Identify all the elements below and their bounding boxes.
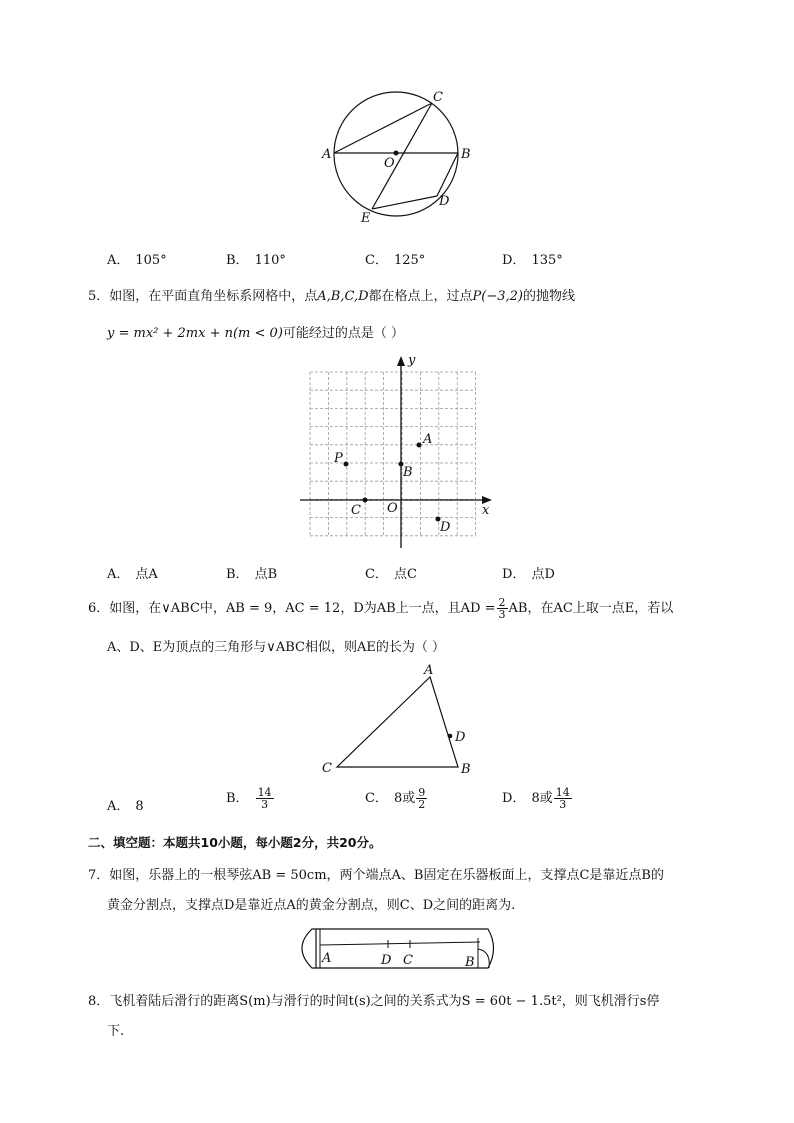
point-c	[363, 498, 368, 503]
point-d	[448, 734, 453, 739]
q6-fraction: $\frac{2}{3}$	[498, 596, 506, 621]
q5-coordinate-grid	[296, 352, 496, 552]
q4-label-D: D	[439, 194, 450, 209]
q5-label-C: C	[351, 503, 361, 518]
q4-label-O: O	[384, 156, 395, 171]
q8-line2: 下.	[107, 1024, 125, 1039]
q5-label-P: P	[334, 451, 343, 466]
q6-stem-line1: 6．如图，在∨ABC中，AB = 9，AC = 12，D为AB上一点，且AD = $\frac{2}{3}$ AB，在AC上取一点E，若以	[88, 596, 674, 621]
q6-label-A: A	[424, 663, 434, 678]
q7-instrument-figure	[296, 924, 500, 974]
q5-label-A: A	[423, 432, 433, 447]
q5-label-B: B	[403, 465, 413, 480]
q8-line1: 8．飞机着陆后滑行的距离S(m)与滑行的时间t(s)之间的关系式为S = 60t − 1.5t²，则飞机滑行s停	[88, 994, 660, 1009]
q5-option-d: D． 点D	[502, 567, 555, 582]
q5-stem-line1: 5．如图，在平面直角坐标系网格中，点A,B,C,D都在格点上，过点P(−3,2)的抛物线	[88, 289, 576, 304]
q4-label-C: C	[433, 90, 443, 105]
q5-option-c: C． 点C	[365, 567, 417, 582]
q7-label-C: C	[403, 953, 413, 968]
q5-label-O: O	[387, 501, 398, 516]
q5-stem-line2: y = mx² + 2mx + n(m < 0)可能经过的点是（ ）	[107, 326, 405, 341]
y-axis-arrow	[397, 356, 405, 366]
q4-label-A: A	[322, 147, 332, 162]
triangle-abc	[337, 677, 458, 767]
q6-label-D: D	[455, 730, 466, 745]
q5-option-a: A． 点A	[107, 567, 158, 582]
q4-label-B: B	[461, 147, 471, 162]
q7-line2: 黄金分割点，支撑点D是靠近点A的黄金分割点，则C、D之间的距离为.	[107, 898, 516, 913]
q4-option-a: A． 105°	[107, 253, 167, 268]
center-point	[394, 151, 399, 156]
q5-label-D: D	[440, 520, 451, 535]
q4-circle-figure	[318, 82, 478, 232]
q4-option-d: D． 135°	[502, 253, 563, 268]
q6-label-B: B	[461, 762, 471, 777]
q7-label-D: D	[381, 953, 392, 968]
q6-option-a: A． 8	[107, 799, 144, 814]
q6-option-c: C． 8或 $\frac{9}{2}$	[365, 786, 426, 811]
q5-label-y: y	[408, 353, 416, 368]
q7-line1: 7．如图，乐器上的一根琴弦AB = 50cm，两个端点A、B固定在乐器板面上，支撑点C是靠近点B的	[88, 868, 664, 883]
q4-option-c: C． 125°	[365, 253, 426, 268]
point-p	[344, 462, 349, 467]
q5-option-b: B． 点B	[226, 567, 278, 582]
point-a	[417, 443, 422, 448]
q5-label-x: x	[482, 503, 490, 518]
string-ab	[320, 942, 480, 945]
q6-stem-line2: A、D、E为顶点的三角形与∨ABC相似，则AE的长为（ ）	[107, 640, 445, 655]
q6-option-b: B． $\frac{14}{3}$	[226, 786, 272, 811]
q6-option-d: D． 8或 $\frac{14}{3}$	[502, 786, 570, 811]
q4-option-b: B． 110°	[226, 253, 286, 268]
q4-label-E: E	[361, 211, 371, 226]
section-heading: 二、填空题：本题共10小题，每小题2分，共20分。	[88, 835, 382, 850]
q7-label-B: B	[465, 955, 475, 970]
q6-label-C: C	[322, 761, 332, 776]
q6-triangle-figure	[318, 660, 478, 780]
q7-label-A: A	[322, 951, 332, 966]
